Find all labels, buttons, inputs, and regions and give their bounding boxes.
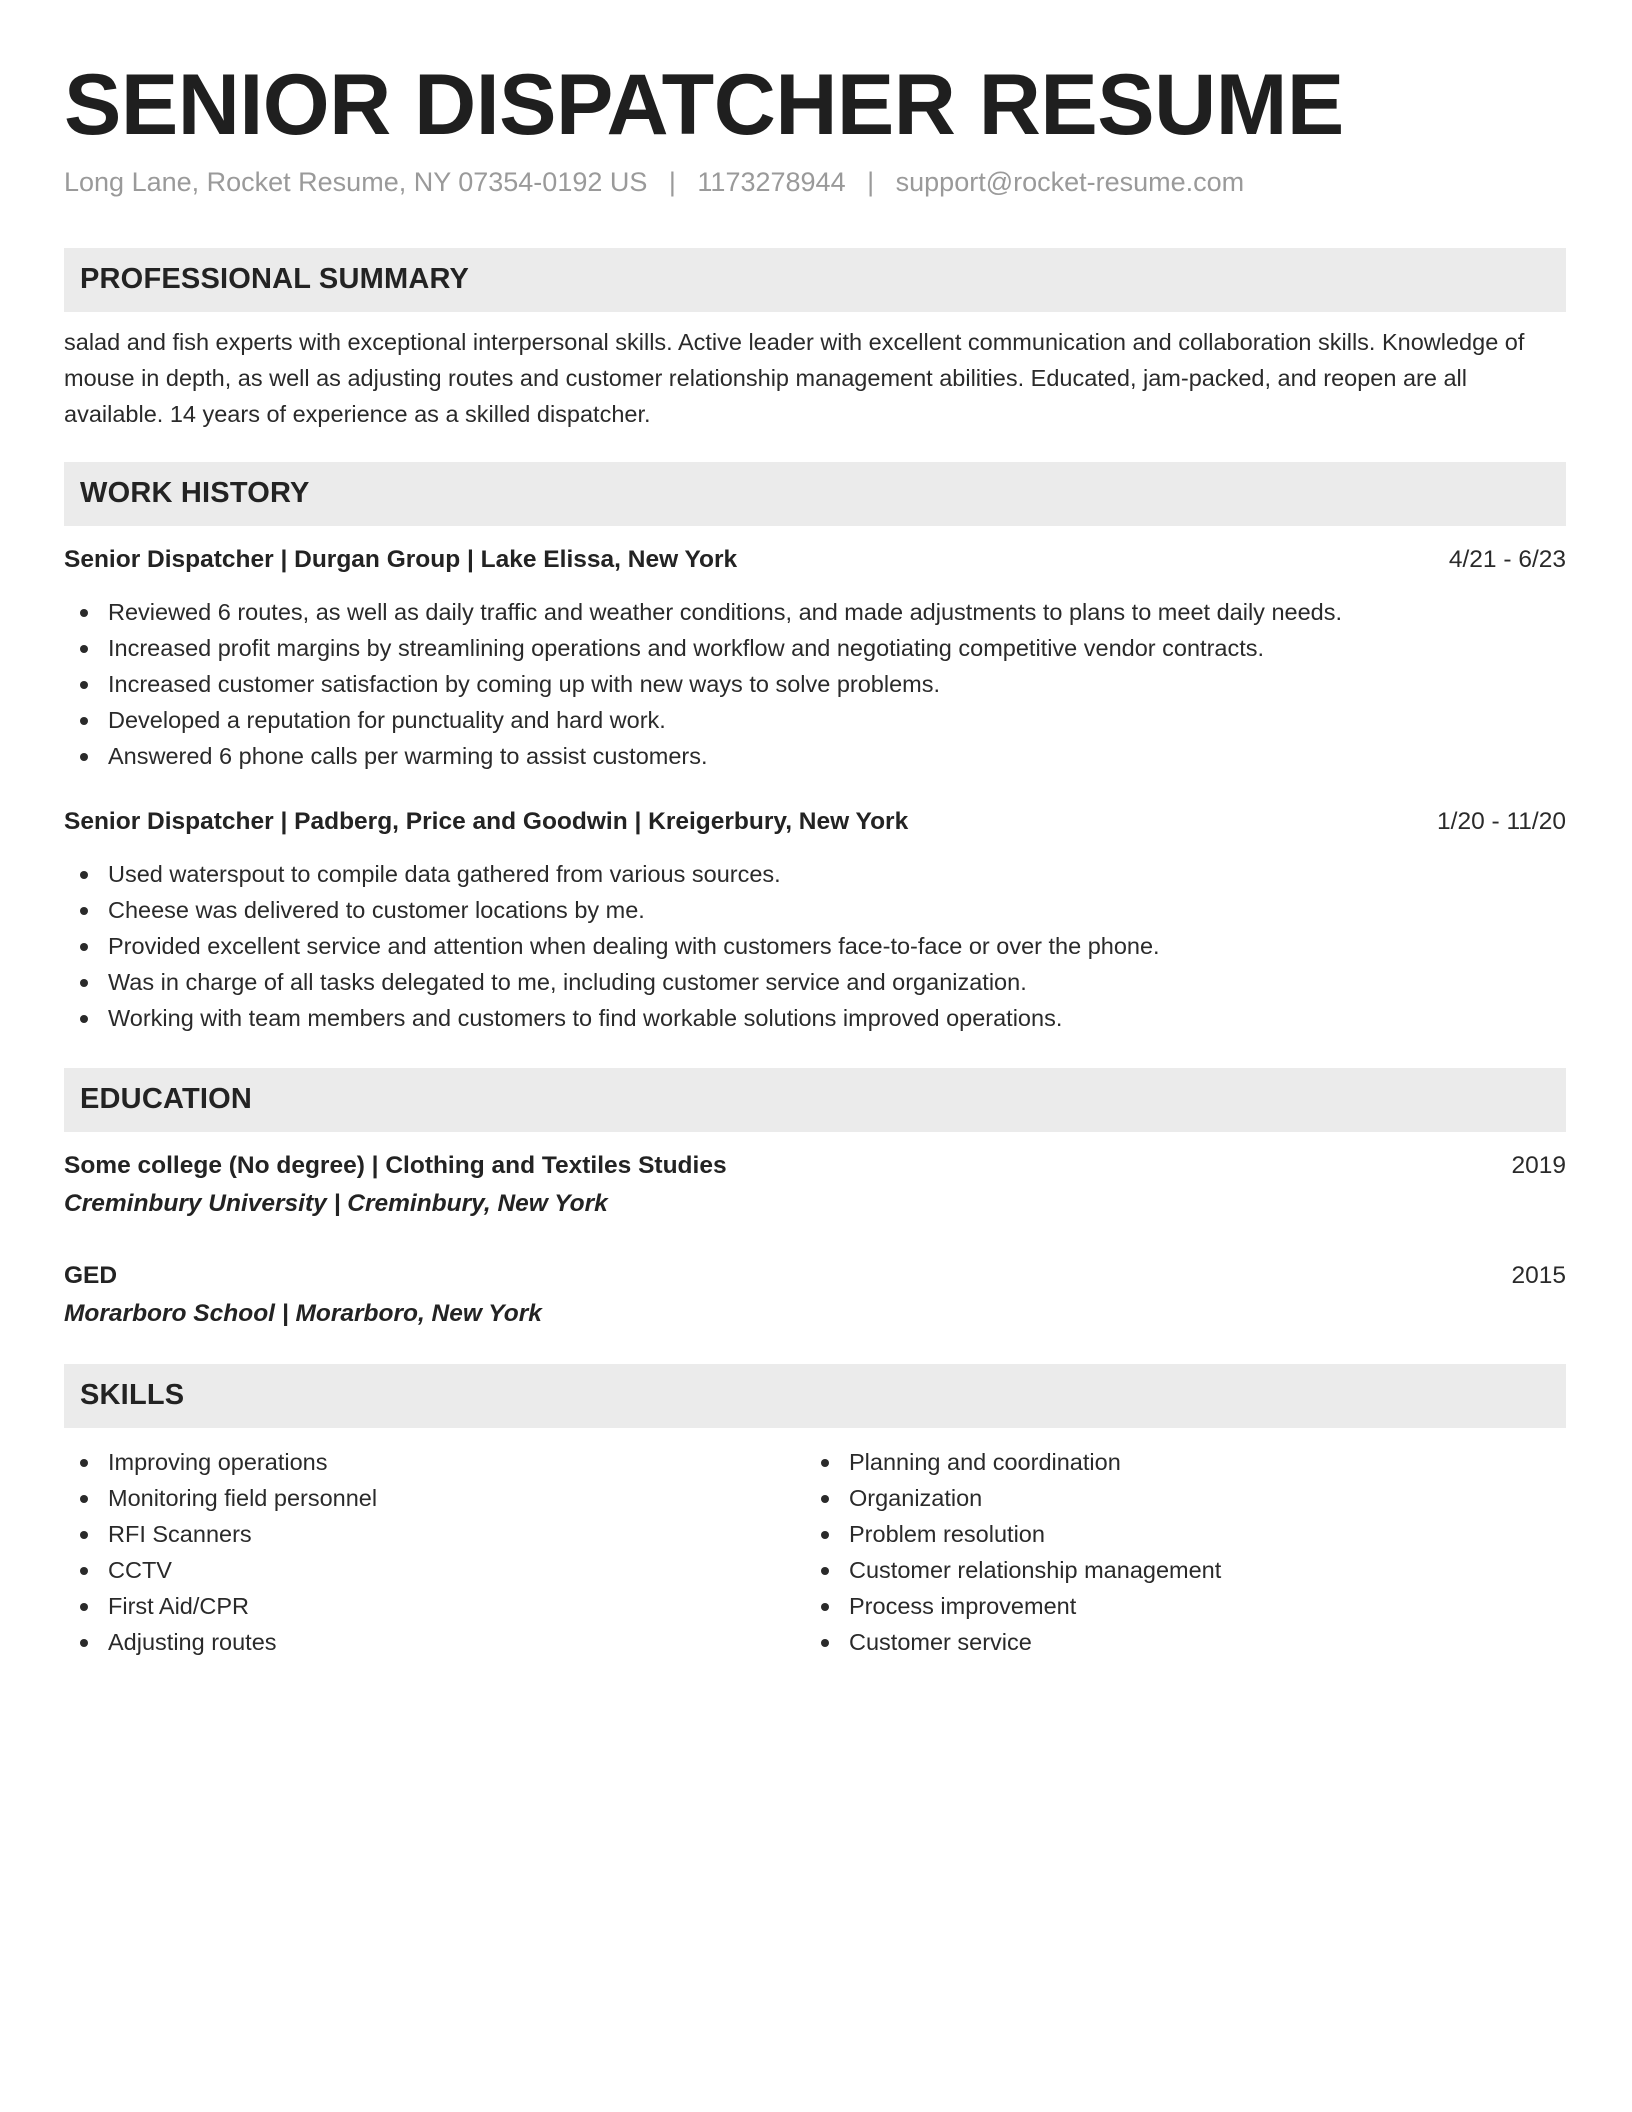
- section-title: SKILLS: [80, 1379, 185, 1412]
- skill-item: Adjusting routes: [64, 1624, 805, 1660]
- education-year: 2019: [1511, 1151, 1566, 1179]
- list-item: Provided excellent service and attention when dealing with customers face-to-face or over the phone.: [64, 928, 1566, 964]
- section-title: PROFESSIONAL SUMMARY: [80, 263, 470, 296]
- job-title: Senior Dispatcher | Padberg, Price and Goodwin | Kreigerbury, New York: [64, 807, 909, 835]
- contact-separator: |: [867, 166, 875, 197]
- resume-page: [64, 0, 1566, 1660]
- job-header: [64, 542, 1566, 578]
- education-entry: [64, 1148, 1566, 1224]
- job-entry: [64, 804, 1566, 1036]
- education-entry: [64, 1258, 1566, 1334]
- skills-list-left: [64, 1444, 805, 1660]
- job-bullets: [64, 594, 1566, 774]
- institution: Creminbury University | Creminbury, New York: [64, 1189, 608, 1217]
- contact-line: [64, 165, 1566, 200]
- skill-item: Problem resolution: [805, 1516, 1546, 1552]
- section-header-work-history: [64, 462, 1566, 526]
- list-item: Was in charge of all tasks delegated to me, including customer service and organization.: [64, 964, 1566, 1000]
- list-item: Increased profit margins by streamlining operations and workflow and negotiating competitive vendor contracts.: [64, 630, 1566, 666]
- list-item: Working with team members and customers to find workable solutions improved operations.: [64, 1000, 1566, 1036]
- list-item: Increased customer satisfaction by coming up with new ways to solve problems.: [64, 666, 1566, 702]
- skills-list-right: [805, 1444, 1546, 1660]
- section-header-summary: [64, 248, 1566, 312]
- institution: Morarboro School | Morarboro, New York: [64, 1299, 542, 1327]
- skill-item: CCTV: [64, 1552, 805, 1588]
- skill-item: Customer service: [805, 1624, 1546, 1660]
- skill-item: Monitoring field personnel: [64, 1480, 805, 1516]
- job-dates: 4/21 - 6/23: [1448, 545, 1566, 573]
- address: Long Lane, Rocket Resume, NY 07354-0192 US: [64, 166, 648, 197]
- list-item: Cheese was delivered to customer locations by me.: [64, 892, 1566, 928]
- section-title: WORK HISTORY: [80, 477, 310, 510]
- skills-columns: [64, 1444, 1566, 1660]
- phone: 1173278944: [697, 166, 846, 197]
- list-item: Developed a reputation for punctuality and hard work.: [64, 702, 1566, 738]
- skill-item: First Aid/CPR: [64, 1588, 805, 1624]
- list-item: Reviewed 6 routes, as well as daily traffic and weather conditions, and made adjustments to plans to meet daily needs.: [64, 594, 1566, 630]
- resume-title: SENIOR DISPATCHER RESUME: [64, 57, 1344, 153]
- email: support@rocket-resume.com: [895, 166, 1245, 197]
- section-header-education: [64, 1068, 1566, 1132]
- section-header-skills: [64, 1364, 1566, 1428]
- list-item: Used waterspout to compile data gathered from various sources.: [64, 856, 1566, 892]
- education-header: [64, 1148, 1566, 1184]
- degree: Some college (No degree) | Clothing and Textiles Studies: [64, 1151, 727, 1179]
- skill-item: Customer relationship management: [805, 1552, 1546, 1588]
- skill-item: Organization: [805, 1480, 1546, 1516]
- summary-text: salad and fish experts with exceptional interpersonal skills. Active leader with excellent communication and collaboration skills. Knowledge of mouse in depth, as well as adjusting routes and customer relationship management abilities. Educated, jam-packed, and reopen are all available. 14 years of experience as a skilled dispatcher.: [64, 328, 1525, 427]
- section-title: EDUCATION: [80, 1083, 253, 1116]
- job-entry: [64, 542, 1566, 774]
- education-year: 2015: [1511, 1261, 1566, 1289]
- contact-separator: |: [668, 166, 676, 197]
- list-item: Answered 6 phone calls per warming to assist customers.: [64, 738, 1566, 774]
- skill-item: Planning and coordination: [805, 1444, 1546, 1480]
- degree: GED: [64, 1261, 118, 1289]
- skill-item: RFI Scanners: [64, 1516, 805, 1552]
- education-header: [64, 1258, 1566, 1294]
- job-dates: 1/20 - 11/20: [1437, 807, 1566, 835]
- job-title: Senior Dispatcher | Durgan Group | Lake Elissa, New York: [64, 545, 738, 573]
- job-header: [64, 804, 1566, 840]
- job-bullets: [64, 856, 1566, 1036]
- skill-item: Process improvement: [805, 1588, 1546, 1624]
- skill-item: Improving operations: [64, 1444, 805, 1480]
